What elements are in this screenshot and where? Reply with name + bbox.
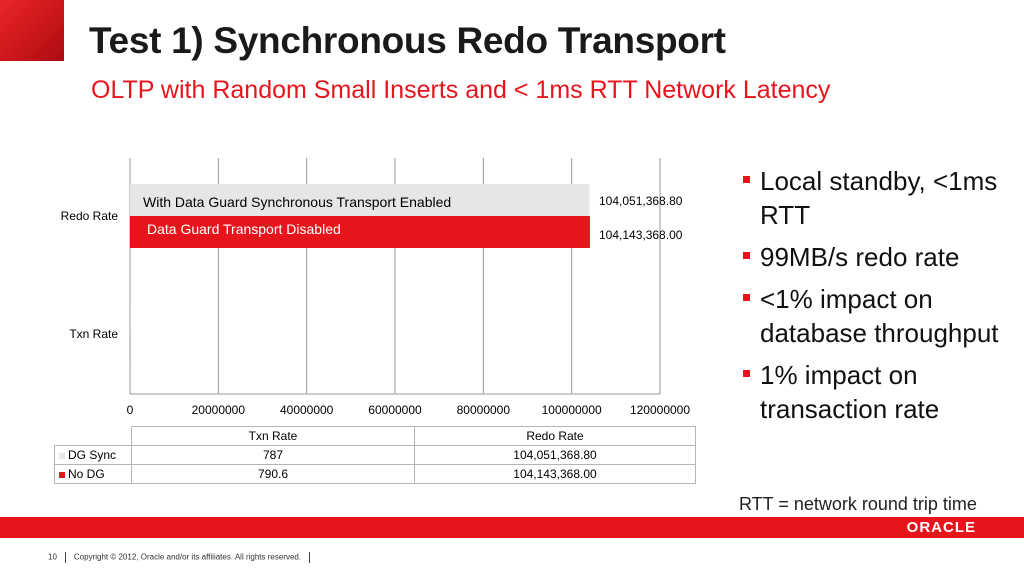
y-category-label: Txn Rate [69, 327, 118, 341]
bullet-square-icon [743, 252, 750, 259]
page-number: 10 [48, 552, 57, 562]
x-tick-label: 0 [126, 403, 134, 417]
bullet-item: 99MB/s redo rate [740, 240, 1010, 274]
bullet-list [740, 164, 1010, 434]
bullet-square-icon [743, 176, 750, 183]
x-tick-label: 20000000 [191, 403, 246, 417]
rtt-note: RTT = network round trip time [739, 494, 977, 514]
footer-divider [309, 552, 310, 563]
x-tick-label: 40000000 [279, 403, 334, 417]
table-header-txn: Txn Rate [132, 427, 415, 446]
y-category-label: Redo Rate [60, 209, 118, 223]
bullet-item: <1% impact on database throughput [740, 282, 1010, 350]
x-tick-label: 80000000 [456, 403, 511, 417]
table-row-label: No DG [55, 465, 132, 484]
bar-value-label: 104,143,368.00 [599, 228, 683, 242]
bar-series-label: With Data Guard Synchronous Transport Enabled [143, 194, 452, 210]
table-row [55, 446, 696, 465]
oracle-logo: ORACLE [906, 519, 976, 536]
x-tick-label: 60000000 [368, 403, 422, 417]
table-row [55, 465, 696, 484]
legend-key-no-dg [59, 472, 65, 478]
chart-data-table [54, 426, 696, 484]
table-header-row [55, 427, 696, 446]
slide-subtitle: OLTP with Random Small Inserts and < 1ms RTT Network Latency [91, 76, 831, 104]
table-cell: 790.6 [132, 465, 415, 484]
footer-red-band [0, 517, 1024, 538]
bullet-square-icon [743, 294, 750, 301]
table-header-redo: Redo Rate [415, 427, 696, 446]
table-cell: 787 [132, 446, 415, 465]
bullet-item: Local standby, <1ms RTT [740, 164, 1010, 232]
footer-divider [65, 552, 66, 563]
x-tick-label: 100000000 [541, 403, 602, 417]
x-tick-label: 120000000 [629, 403, 691, 417]
bullet-item: 1% impact on transaction rate [740, 358, 1010, 426]
slide-footer [48, 552, 318, 563]
table-cell: 104,051,368.80 [415, 446, 696, 465]
bar-value-label: 104,051,368.80 [599, 194, 683, 208]
table-row-label: DG Sync [55, 446, 132, 465]
bar-series-label: Data Guard Transport Disabled [147, 221, 341, 237]
copyright-text: Copyright © 2012, Oracle and/or its affiliates. All rights reserved. [73, 552, 302, 562]
legend-key-dg-sync [59, 453, 65, 459]
slide-title: Test 1) Synchronous Redo Transport [89, 20, 726, 61]
bullet-square-icon [743, 370, 750, 377]
table-cell: 104,143,368.00 [415, 465, 696, 484]
